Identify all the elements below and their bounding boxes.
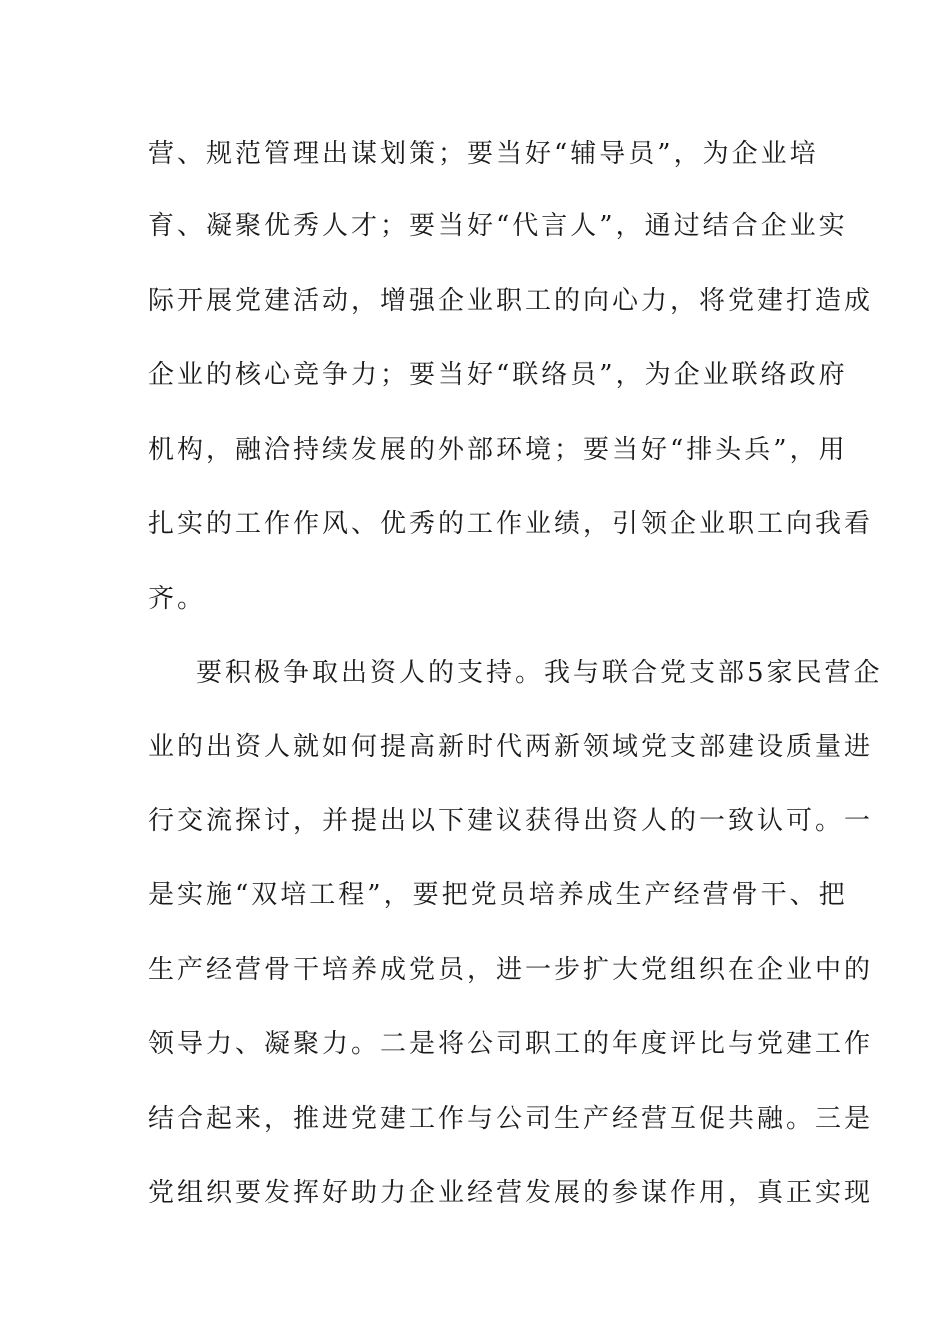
text-line: 行交流探讨，并提出以下建议获得出资人的一致认可。一 [148, 806, 874, 836]
text-line: 业的出资人就如何提高新时代两新领域党支部建设质量进 [148, 732, 874, 762]
text-line: 营、规范管理出谋划策；要当好“辅导员”，为企业培 [148, 139, 819, 169]
text-line: 机构，融洽持续发展的外部环境；要当好“排头兵”，用 [148, 435, 848, 465]
text-line: 领导力、凝聚力。二是将公司职工的年度评比与党建工作 [148, 1029, 874, 1059]
text-line: 齐。 [148, 584, 207, 614]
text-line: 育、凝聚优秀人才；要当好“代言人”，通过结合企业实 [148, 211, 848, 241]
text-line: 生产经营骨干培养成党员，进一步扩大党组织在企业中的 [148, 955, 874, 985]
text-line: 扎实的工作作风、优秀的工作业绩，引领企业职工向我看 [148, 509, 874, 539]
text-line: 是实施“双培工程”，要把党员培养成生产经营骨干、把 [148, 880, 848, 910]
text-line: 企业的核心竞争力；要当好“联络员”，为企业联络政府 [148, 360, 848, 390]
text-line: 际开展党建活动，增强企业职工的向心力，将党建打造成 [148, 286, 874, 316]
text-line: 结合起来，推进党建工作与公司生产经营互促共融。三是 [148, 1104, 874, 1134]
text-line: 党组织要发挥好助力企业经营发展的参谋作用，真正实现 [148, 1178, 874, 1208]
paragraph-first-line: 要积极争取出资人的支持。我与联合党支部5家民营企 [196, 658, 883, 688]
